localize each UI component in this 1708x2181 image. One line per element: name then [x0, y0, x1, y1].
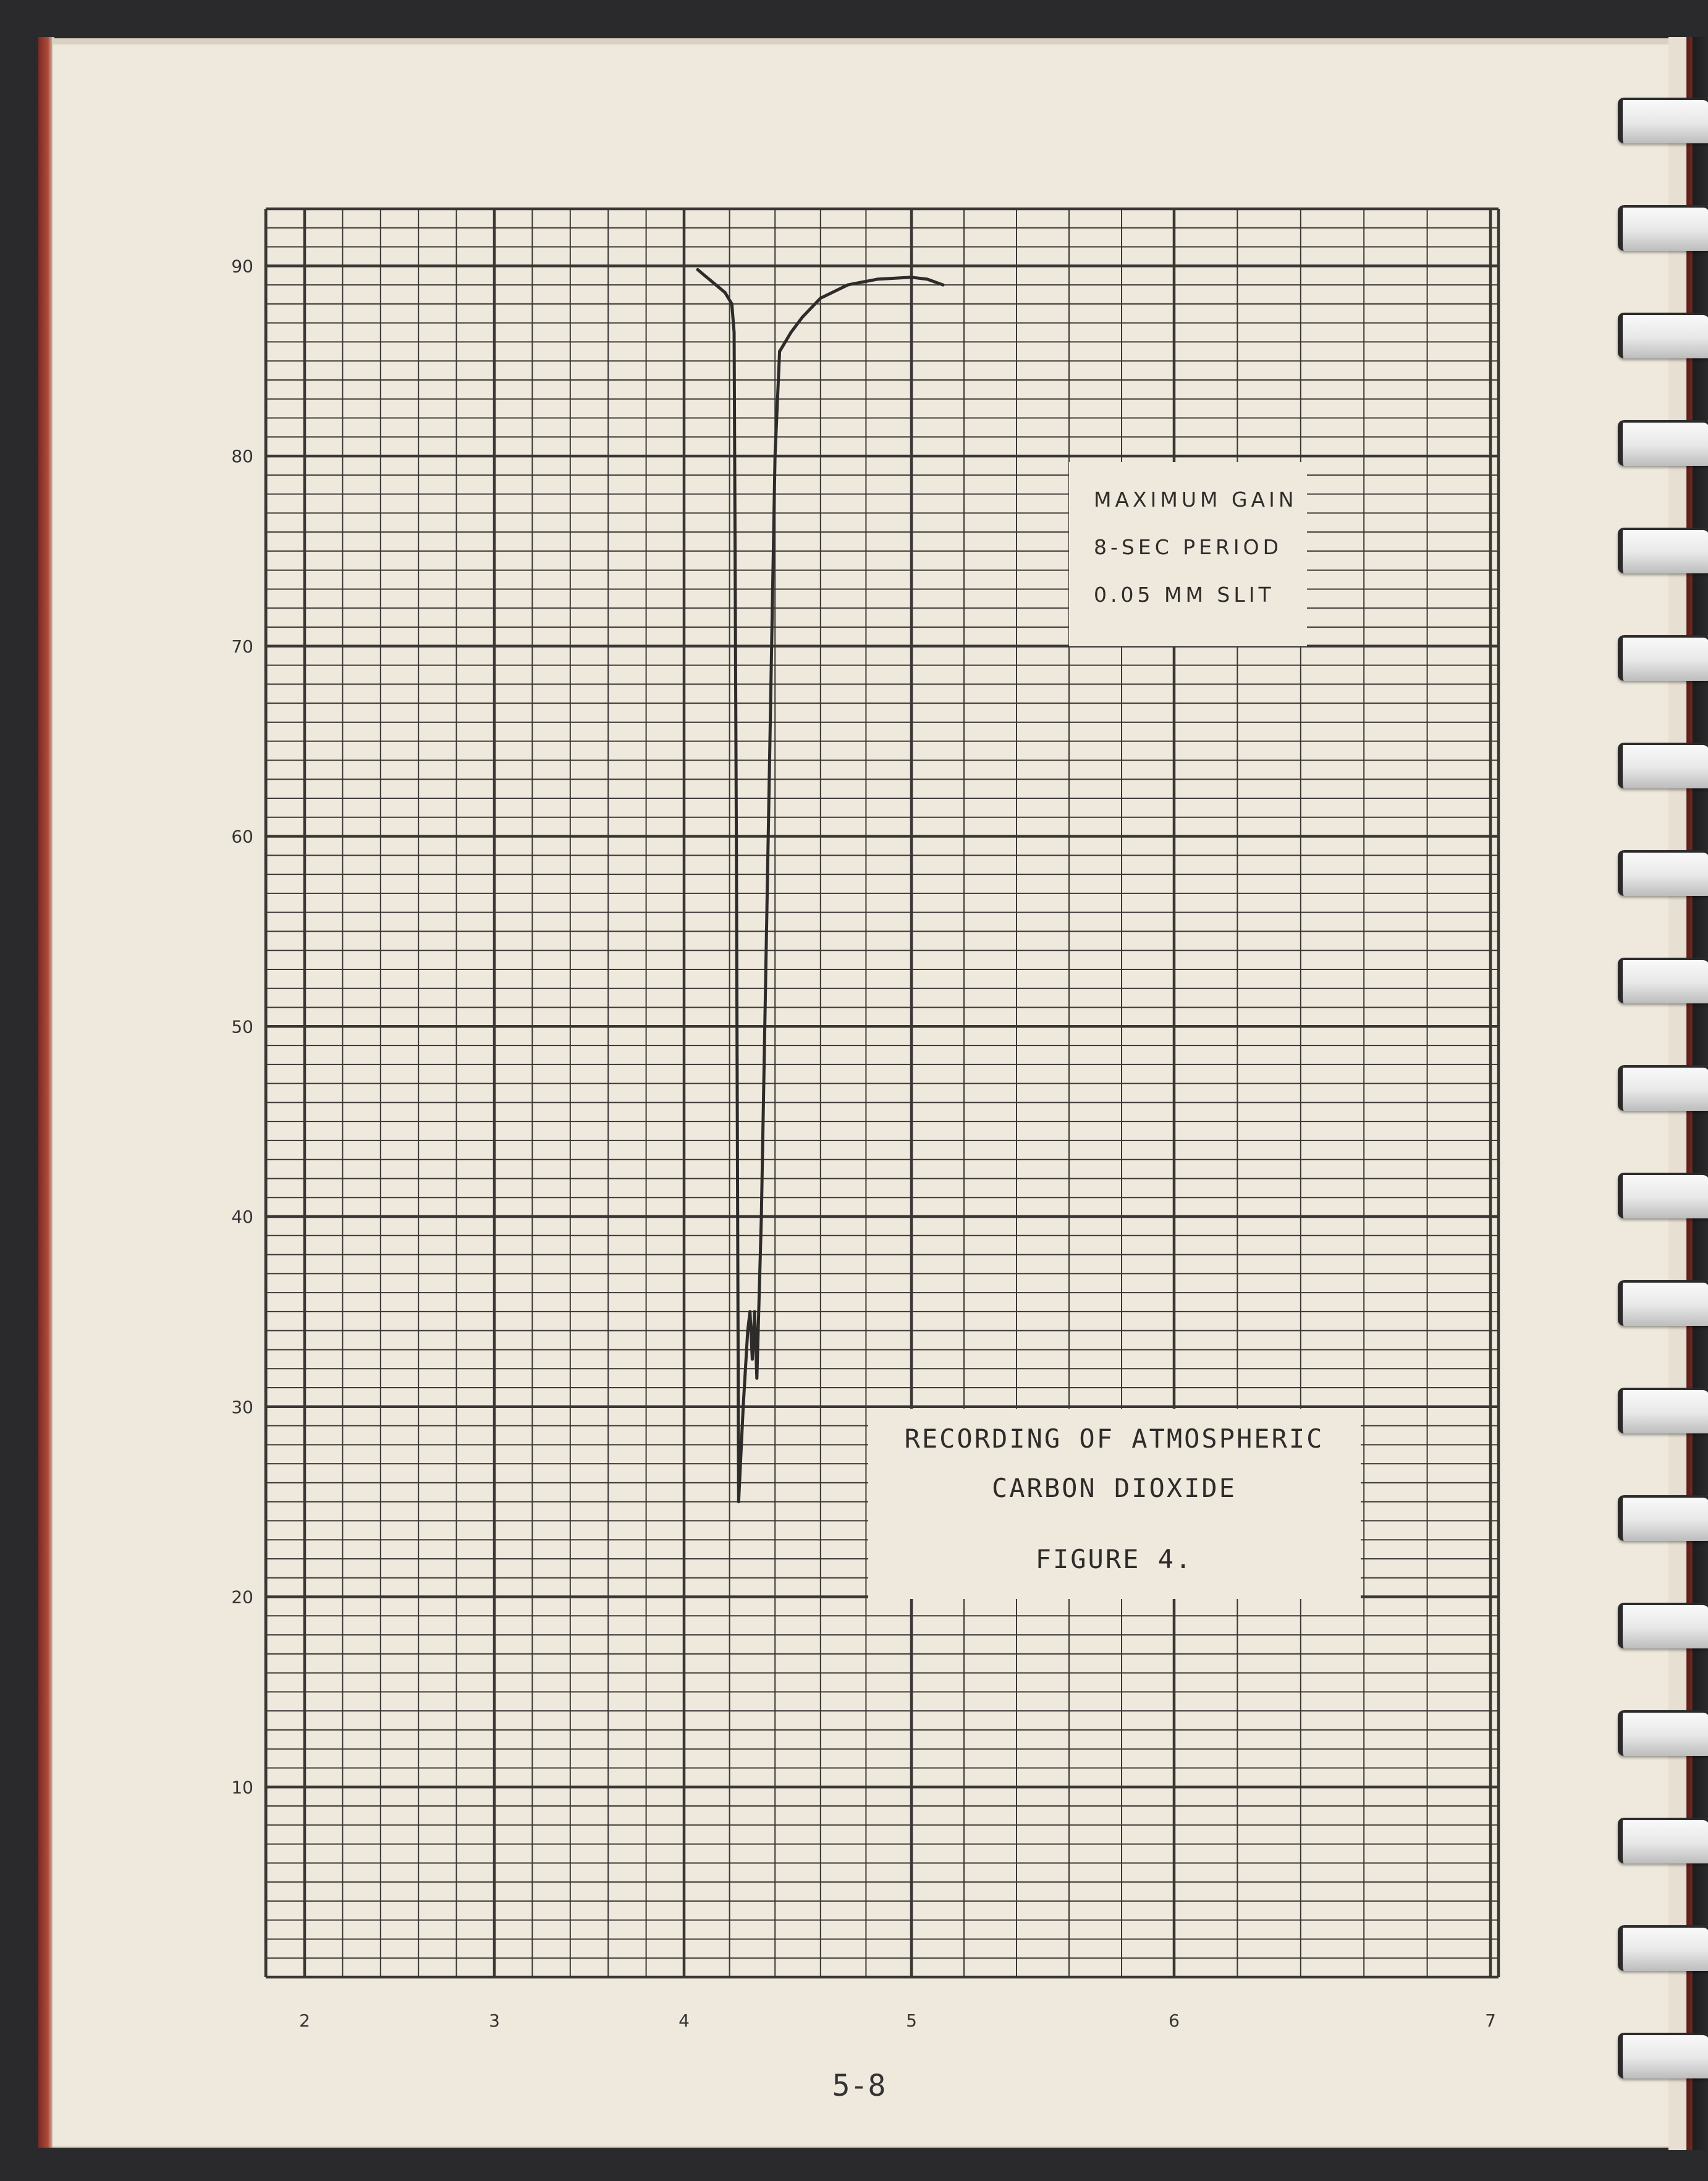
trace-point [778, 350, 781, 353]
y-tick-label: 60 [231, 826, 253, 847]
trace-point [819, 297, 822, 300]
trace-point [742, 1405, 745, 1408]
trace-point [760, 1215, 763, 1218]
y-tick-label: 70 [231, 636, 253, 657]
trace-point [774, 455, 777, 458]
y-tick-label: 50 [231, 1016, 253, 1037]
settings-line-1: MAXIMUM GAIN [1094, 487, 1298, 512]
trace-point [876, 277, 879, 281]
x-tick-label: 4 [679, 2010, 690, 2031]
trace-point [714, 284, 717, 287]
settings-box [1069, 462, 1307, 646]
settings-line-3: 0.05 MM SLIT [1094, 583, 1275, 607]
y-tick-label: 80 [231, 446, 253, 467]
trace-point [724, 291, 727, 294]
trace-point [730, 302, 734, 305]
x-tick-label: 7 [1485, 2010, 1496, 2031]
trace-point [705, 276, 708, 279]
y-tick-labels [231, 256, 253, 1797]
y-tick-label: 90 [231, 256, 253, 277]
x-tick-label: 2 [299, 2010, 310, 2031]
trace-point [737, 1500, 740, 1503]
y-tick-label: 40 [231, 1207, 253, 1228]
caption-box [868, 1409, 1361, 1599]
figure-label: FIGURE 4. [1035, 1544, 1193, 1574]
trace-point [755, 1377, 758, 1380]
trace-point [926, 277, 929, 281]
settings-line-2: 8-SEC PERIOD [1094, 535, 1283, 559]
y-tick-label: 10 [231, 1777, 253, 1798]
trace-point [767, 835, 770, 838]
y-tick-label: 20 [231, 1587, 253, 1608]
trace-point [735, 835, 738, 838]
x-tick-label: 6 [1169, 2010, 1180, 2031]
figure-title-line-2: CARBON DIOXIDE [991, 1473, 1237, 1503]
trace-point [746, 1329, 750, 1332]
figure-title-line-1: RECORDING OF ATMOSPHERIC [904, 1424, 1324, 1454]
trace-point [696, 268, 700, 271]
x-tick-label: 5 [906, 2010, 917, 2031]
trace-point [789, 331, 792, 334]
trace-point [910, 276, 913, 279]
x-tick-labels [299, 2010, 1496, 2031]
trace-point [748, 1310, 751, 1313]
trace-point [751, 1357, 754, 1360]
chart-grid [266, 209, 1499, 1977]
trace-point [846, 284, 849, 287]
x-tick-label: 3 [489, 2010, 500, 2031]
trace-point [801, 316, 804, 319]
trace-point [942, 284, 945, 287]
trace-point [753, 1310, 756, 1313]
y-tick-label: 30 [231, 1396, 253, 1417]
page-number: 5-8 [832, 2069, 886, 2103]
trace-point [732, 331, 735, 334]
